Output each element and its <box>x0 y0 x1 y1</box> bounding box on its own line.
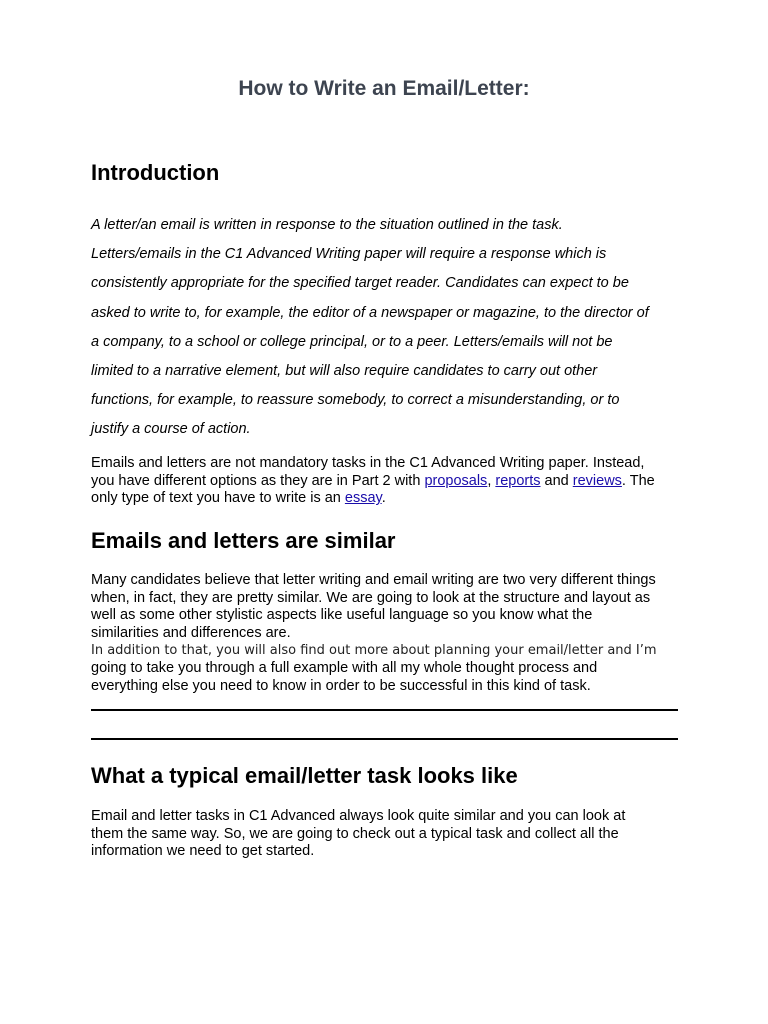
reports-link[interactable]: reports <box>495 472 541 489</box>
options-separator: , <box>487 472 496 489</box>
intro-line: Letters/emails in the C1 Advanced Writing paper will require a response which is <box>91 246 607 263</box>
intro-line: functions, for example, to reassure somebody, to correct a misunderstanding, or to <box>91 392 620 409</box>
horizontal-divider <box>91 738 678 740</box>
options-text: only type of text you have to write is an <box>91 490 345 507</box>
options-line-3 <box>91 490 691 508</box>
options-text: you have different options as they are in Part 2 with <box>91 472 425 489</box>
proposals-link[interactable]: proposals <box>424 472 488 489</box>
intro-line: consistently appropriate for the specified target reader. Candidates can expect to be <box>91 275 629 292</box>
options-text: . The <box>621 472 655 489</box>
similar-line: well as some other stylistic aspects like useful language so you know what the <box>91 607 593 624</box>
heading-emails-letters-similar: Emails and letters are similar <box>91 528 396 553</box>
heading-introduction: Introduction <box>91 160 220 185</box>
similar-line: Many candidates believe that letter writing and email writing are two very different things <box>91 572 656 588</box>
options-separator: and <box>540 472 573 489</box>
reviews-link[interactable]: reviews <box>572 472 622 489</box>
horizontal-divider <box>91 709 678 711</box>
heading-typical-task: What a typical email/letter task looks like <box>91 763 518 788</box>
similar-line: similarities and differences are. <box>91 624 291 641</box>
task-paragraph <box>91 808 691 861</box>
essay-link[interactable]: essay <box>344 490 382 507</box>
options-text: . <box>381 490 386 507</box>
intro-line: A letter/an email is written in response to the situation outlined in the task. <box>91 217 563 233</box>
similar-paragraph <box>91 572 691 695</box>
similar-line: going to take you through a full example with all my whole thought process and <box>91 659 598 676</box>
options-line-1: Emails and letters are not mandatory tasks in the C1 Advanced Writing paper. Instead, <box>91 455 645 471</box>
similar-line: everything else you need to know in order to be successful in this kind of task. <box>91 677 591 694</box>
intro-line: a company, to a school or college principal, or to a peer. Letters/emails will not be <box>91 333 613 350</box>
task-line: Email and letter tasks in C1 Advanced always look quite similar and you can look at <box>91 808 626 824</box>
intro-italic-paragraph <box>91 211 681 445</box>
intro-line: limited to a narrative element, but will also require candidates to carry out other <box>91 363 598 380</box>
task-line: them the same way. So, we are going to check out a typical task and collect all the <box>91 825 619 842</box>
intro-line: justify a course of action. <box>91 421 251 438</box>
intro-line: asked to write to, for example, the editor of a newspaper or magazine, to the director of <box>91 304 649 321</box>
similar-line: when, in fact, they are pretty similar. We are going to look at the structure and layout as <box>91 589 651 606</box>
options-line-2 <box>91 473 691 491</box>
task-line: information we need to get started. <box>91 843 315 860</box>
similar-line-alt: In addition to that, you will also find out more about planning your email/letter and I’m <box>91 643 657 659</box>
document-title: How to Write an Email/Letter: <box>238 77 530 100</box>
options-paragraph <box>91 455 691 508</box>
